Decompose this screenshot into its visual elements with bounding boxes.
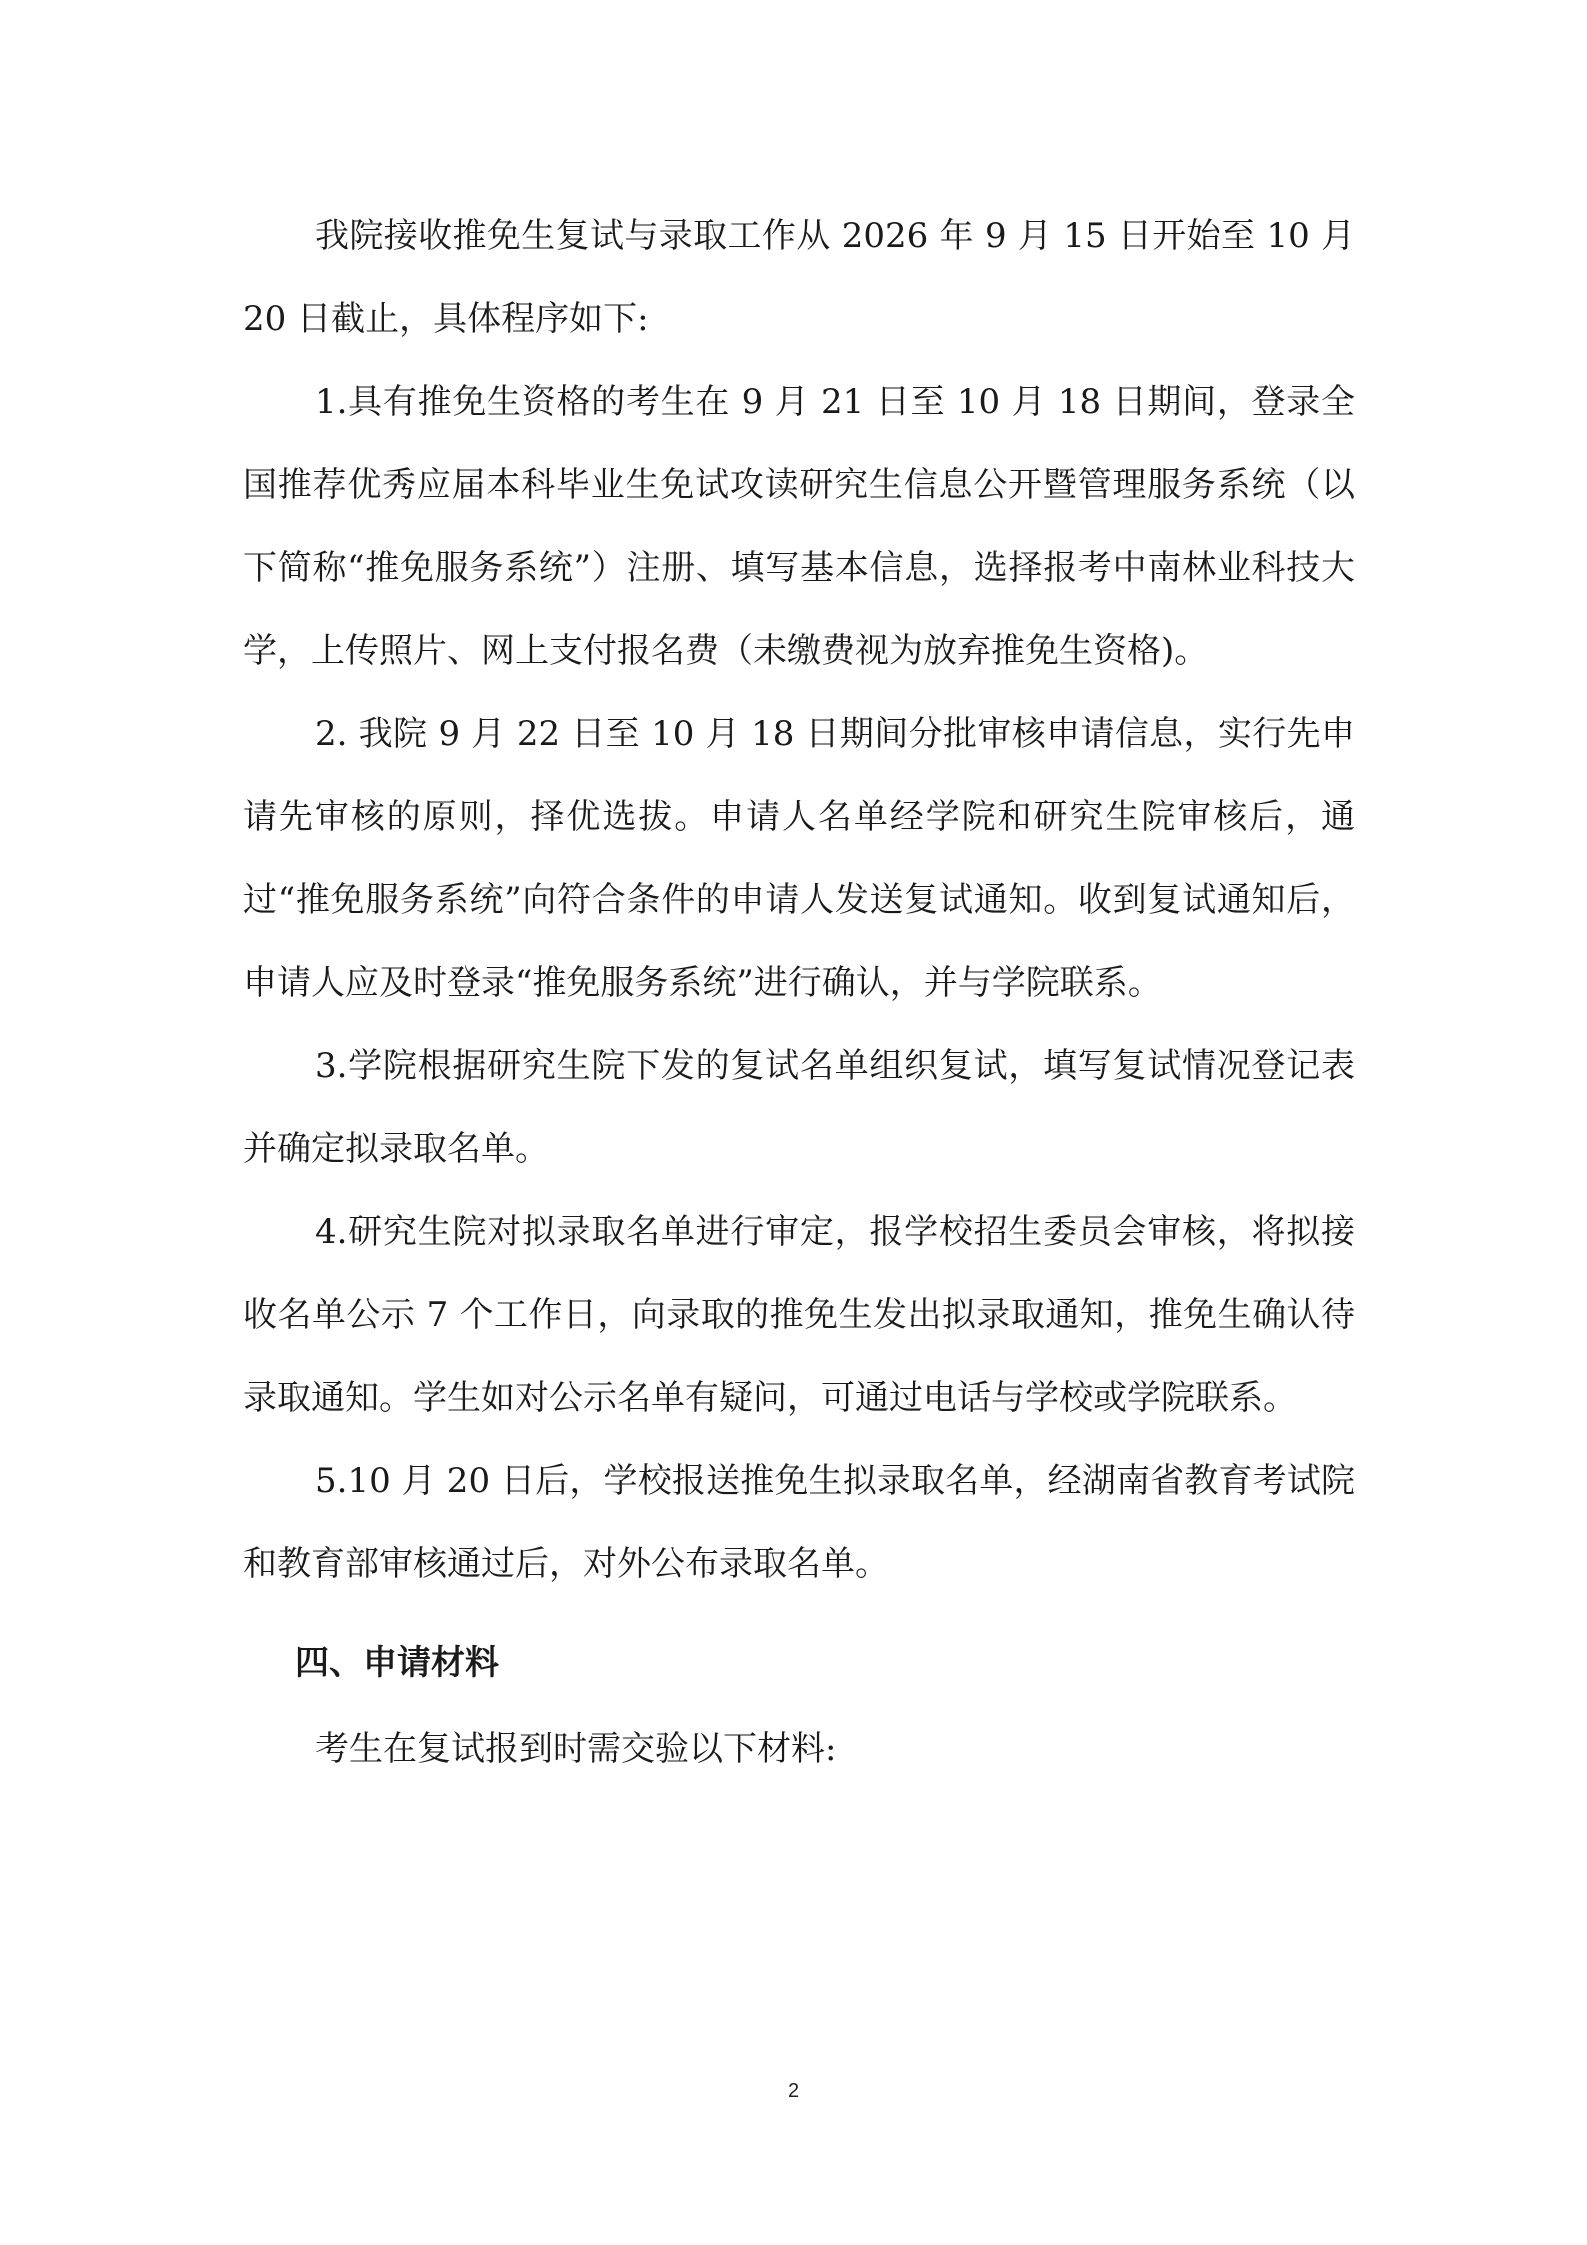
- procedure-step-4: 4.研究生院对拟录取名单进行审定，报学校招生委员会审核，将拟接收名单公示 7 个工作日，向录取的推免生发出拟录取通知，推免生确认待录取通知。学生如对公示名单有疑问，可通过电话与学校或学院联系。: [243, 1212, 1355, 1418]
- page-number: 2: [787, 2080, 800, 2102]
- page-content: [243, 195, 1355, 1791]
- section-heading-application-materials: 四、申请材料: [295, 1643, 499, 1683]
- procedure-step-5: 5.10 月 20 日后，学校报送推免生拟录取名单，经湖南省教育考试院和教育部审核通过后，对外公布录取名单。: [243, 1461, 1355, 1584]
- procedure-step-1: 1.具有推免生资格的考生在 9 月 21 日至 10 月 18 日期间，登录全国推荐优秀应届本科毕业生免试攻读研究生信息公开暨管理服务系统（以下简称“推免服务系统”）注册、填写基本信息，选择报考中南林业科技大学，上传照片、网上支付报名费（未缴费视为放弃推免生资格)。: [243, 382, 1355, 671]
- intro-paragraph: 我院接收推免生复试与录取工作从 2026 年 9 月 15 日开始至 10 月 20 日截止，具体程序如下:: [243, 216, 1355, 339]
- procedure-step-3: 3.学院根据研究生院下发的复试名单组织复试，填写复试情况登记表并确定拟录取名单。: [243, 1046, 1355, 1169]
- procedure-step-2: 2. 我院 9 月 22 日至 10 月 18 日期间分批审核申请信息，实行先申请先审核的原则，择优选拔。申请人名单经学院和研究生院审核后，通过“推免服务系统”向符合条件的申请人发送复试通知。收到复试通知后，申请人应及时登录“推免服务系统”进行确认，并与学院联系。: [243, 714, 1355, 1003]
- materials-intro-paragraph: 考生在复试报到时需交验以下材料:: [315, 1729, 837, 1769]
